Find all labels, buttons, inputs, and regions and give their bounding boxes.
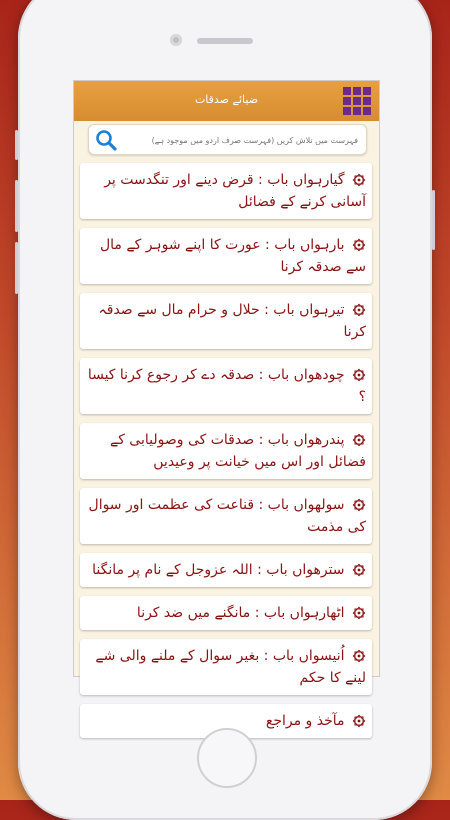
- list-item[interactable]: [80, 553, 372, 587]
- list-item[interactable]: [80, 163, 372, 219]
- ornament-icon: [352, 714, 366, 728]
- front-camera: [170, 34, 182, 46]
- phone-volume-up: [15, 180, 18, 232]
- list-item-label: بارہواں باب : عورت کا اپنے شوہر کے مال سے صدقہ کرنا: [99, 237, 366, 275]
- grid-menu-icon[interactable]: [343, 87, 371, 115]
- list-item[interactable]: [80, 358, 372, 414]
- search-icon[interactable]: [94, 128, 118, 152]
- ornament-icon: [352, 498, 366, 512]
- ornament-icon: [352, 649, 366, 663]
- phone-frame: [18, 0, 432, 820]
- list-item[interactable]: [80, 639, 372, 695]
- ornament-icon: [352, 433, 366, 447]
- list-item[interactable]: [80, 423, 372, 479]
- app-header: [74, 81, 379, 121]
- phone-power-button: [432, 190, 435, 250]
- home-button[interactable]: [197, 728, 257, 788]
- list-item-label: گیارہواں باب : قرض دینے اور تنگدست پر آسانی کرنے کے فضائل: [104, 172, 366, 210]
- app-screen: [73, 80, 380, 729]
- list-item[interactable]: [80, 596, 372, 630]
- ornament-icon: [352, 606, 366, 620]
- ornament-icon: [352, 173, 366, 187]
- list-item[interactable]: [80, 293, 372, 349]
- page-title: ضیائے صدقات: [194, 93, 259, 106]
- list-item[interactable]: [80, 228, 372, 284]
- search-bar: [88, 124, 367, 155]
- list-item-label: مآخذ و مراجع: [265, 713, 345, 729]
- list-item[interactable]: [80, 488, 372, 544]
- chapter-list: [80, 163, 372, 747]
- phone-speaker: [197, 38, 253, 44]
- list-item-label: چودھواں باب : صدقہ دے کر رجوع کرنا کیسا ؟: [87, 367, 366, 405]
- list-item-label: سترھواں باب : اللہ عزوجل کے نام پر مانگنا: [92, 562, 345, 578]
- ornament-icon: [352, 563, 366, 577]
- phone-volume-down: [15, 242, 18, 294]
- list-item-label: سولھواں باب : قناعت کی عظمت اور سوال کی مذمت: [88, 497, 366, 535]
- list-item-label: پندرھواں باب : صدقات کی وصولیابی کے فضائل اور اس میں خیانت پر وعیدیں: [109, 432, 366, 470]
- list-item-label: اُنیسواں باب : بغیر سوال کے ملنے والی شے لینے کا حکم: [95, 648, 366, 686]
- ornament-icon: [352, 368, 366, 382]
- list-item-label: تیرہواں باب : حلال و حرام مال سے صدقہ کرنا: [98, 302, 366, 340]
- phone-side-button: [15, 130, 18, 160]
- list-item-label: اٹھارہواں باب : مانگنے میں ضد کرنا: [136, 605, 345, 621]
- ornament-icon: [352, 303, 366, 317]
- search-input[interactable]: [123, 129, 360, 151]
- ornament-icon: [352, 238, 366, 252]
